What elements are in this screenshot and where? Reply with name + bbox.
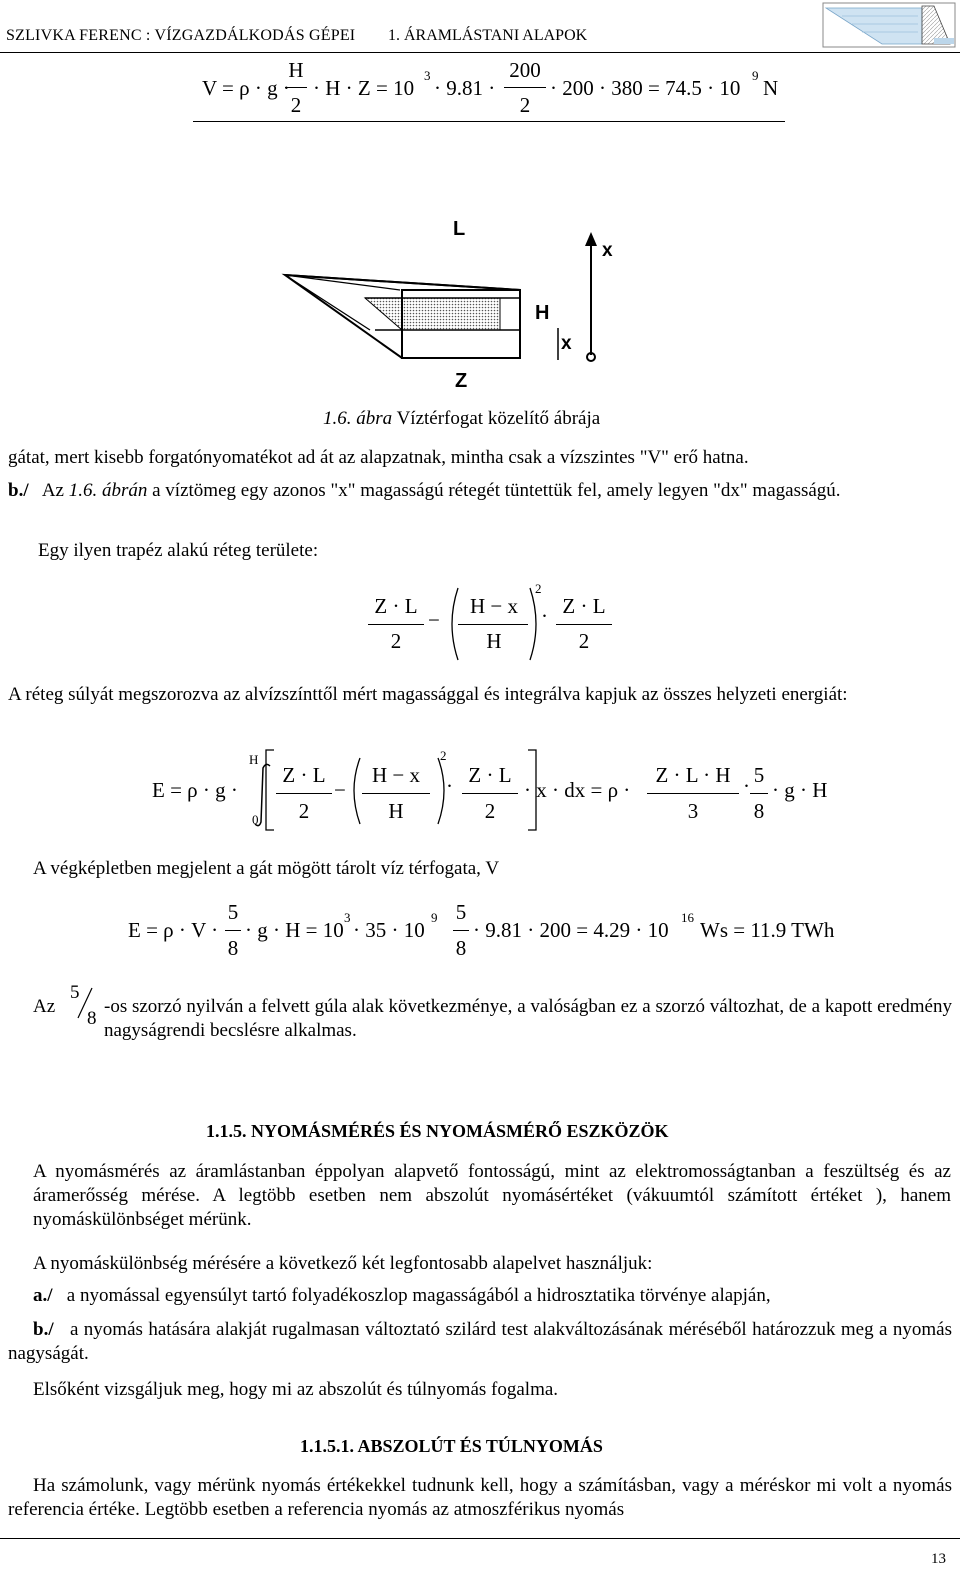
section1-paragraph-2: A nyomáskülönbség mérésére a következő két legfontosabb alapelvet használjuk: (33, 1253, 653, 1274)
eq-energy-f2-den: H (388, 799, 404, 823)
figure-reference: 1.6. ábrán (68, 480, 148, 501)
fraction-bar (556, 624, 612, 625)
fraction-bar (362, 793, 430, 794)
eq-final-f1-den: 8 (227, 936, 239, 960)
eq-area-f2-den: H (486, 629, 502, 653)
section1-paragraph-3: Elsőként vizsgáljuk meg, hogy mi az abszolút és túlnyomás fogalma. (33, 1379, 559, 1400)
eq-energy-f5-den: 8 (753, 799, 765, 823)
eq-volume-exp1: 3 (424, 68, 431, 83)
figure-label-Z: Z (455, 370, 468, 392)
eq-energy-f3-num: Z · L (468, 763, 512, 787)
eq-final-f2-num: 5 (455, 900, 467, 924)
header-author: SZLIVKA FERENC : VÍZGAZDÁLKODÁS GÉPEI (6, 27, 356, 44)
inline-fraction-den: 8 (87, 1008, 97, 1029)
fraction-bar (368, 624, 424, 625)
item-b-text: a nyomás hatására alakját rugalmasan változtató szilárd test alakváltozásának méréséből határozzuk meg a nyomás nagyságát. (8, 1319, 953, 1364)
eq-energy-minus: − (334, 778, 346, 802)
eq-final-f1-num: 5 (227, 900, 239, 924)
dam-logo-icon (822, 2, 956, 48)
eq-energy-f1-num: Z · L (282, 763, 326, 787)
eq-energy-rhs: · g · H (772, 778, 828, 802)
paragraph-2 (8, 479, 952, 503)
eq-energy-lhs: E = ρ · g · (152, 778, 238, 802)
page-number: 13 (931, 1551, 946, 1567)
eq-energy-f5-num: 5 (753, 763, 765, 787)
eq-volume-frac1-num: H (288, 58, 304, 82)
eq-energy-f4-num: Z · L · H (655, 763, 731, 787)
item-a-label: a./ (33, 1285, 53, 1306)
fraction-bar (458, 624, 528, 625)
caption-number: 1.6. ábra (323, 408, 393, 429)
eq-energy-f3-den: 2 (484, 799, 496, 823)
item-b-label: b./ (33, 1319, 54, 1340)
figure-label-H: H (535, 302, 550, 324)
eq-final-exp3: 16 (681, 910, 694, 925)
figure-caption (323, 408, 600, 430)
eq-energy-dot2: · (743, 774, 750, 798)
eq-volume-frac2-den: 2 (519, 93, 531, 117)
fraction-bar (504, 87, 546, 88)
eq-final-mid3: · 9.81 · 200 = 4.29 · 10 (473, 918, 669, 942)
eq-volume-mid: · H · Z = 10 (313, 76, 415, 100)
eq-area-sq: 2 (535, 581, 542, 596)
paragraph-2-a: Az (41, 480, 64, 501)
eq-energy-f4-den: 3 (687, 799, 699, 823)
eq-area-f1-num: Z · L (374, 594, 418, 618)
section1-item-a (33, 1284, 951, 1308)
section-heading: 1.1.5. NYOMÁSMÉRÉS ÉS NYOMÁSMÉRŐ ESZKÖZÖK (206, 1121, 669, 1141)
eq-energy-f2-num: H − x (371, 763, 420, 787)
eq-final-exp2: 9 (431, 910, 438, 925)
caption-text: Víztérfogat közelítő ábrája (396, 408, 601, 429)
header-chapter: 1. ÁRAMLÁSTANI ALAPOK (388, 27, 588, 44)
eq-area-minus: − (428, 608, 440, 632)
fraction-bar (647, 793, 739, 794)
eq-area-f2-num: H − x (469, 594, 518, 618)
fraction-bar (453, 930, 469, 931)
paragraph-6-text: -os szorzó nyilván a felvett gúla alak következménye, a valóságban ez a szorzó változhat, de a kapott eredmény nagyságrendi becslésre alkalmas. (104, 996, 952, 1041)
water-volume-figure (280, 210, 620, 405)
eq-volume-exp2: 9 (752, 68, 759, 83)
eq-final-f2-den: 8 (455, 936, 467, 960)
eq-volume-frac1-den: 2 (290, 93, 302, 117)
fraction-bar (225, 930, 241, 931)
eq-volume-lhs: V = ρ · g · (202, 76, 290, 100)
eq-energy-int-upper: H (249, 752, 259, 767)
section2-paragraph-1: Ha számolunk, vagy mérünk nyomás értékekkel tudnunk kell, hogy a számításban, vagy a méréskor mi volt a nyomás referencia értéke. Legtöbb esetben a referencia nyomás az atmoszférikus nyomás (8, 1475, 952, 1520)
paragraph-2-b: a víztömeg egy azonos "x" magasságú rétegét tüntettük fel, amely legyen "dx" magasságú. (152, 480, 841, 501)
figure-label-x-axis: x (602, 240, 613, 261)
fraction-bar (750, 793, 768, 794)
paragraph-1: gátat, mert kisebb forgatónyomatékot ad át az alapzatnak, mintha csak a vízszintes "V" erő hatna. (8, 447, 749, 468)
item-a-text: a nyomással egyensúlyt tartó folyadékoszlop magasságából a hidrosztatika törvénye alapján, (66, 1285, 771, 1306)
figure-label-x-small: x (561, 333, 572, 354)
eq-final-mid2: · 35 · 10 (353, 918, 425, 942)
eq-final-mid: · g · H = 10 (245, 918, 344, 942)
footer-rule (0, 1538, 960, 1539)
eq-energy-int-lower: 0 (252, 812, 259, 827)
eq-area-f1-den: 2 (390, 629, 402, 653)
eq-volume-frac2-num: 200 (509, 58, 541, 82)
eq-volume-mid2: · 9.81 · (434, 76, 496, 100)
fraction-bar (462, 793, 518, 794)
eq-energy-f1-den: 2 (298, 799, 310, 823)
paragraph-6-line1 (104, 995, 952, 1043)
section1-item-b (8, 1318, 952, 1366)
eq-area-dot: · (541, 604, 548, 628)
paragraph-3: Egy ilyen trapéz alakú réteg területe: (38, 540, 319, 561)
paragraph-2-label: b./ (8, 480, 29, 501)
fraction-bar (285, 87, 307, 88)
eq-final-lhs: E = ρ · V · (128, 918, 219, 942)
eq-energy-dot: · (446, 774, 453, 798)
eq-energy-sq: 2 (440, 748, 447, 763)
eq-area-f3-num: Z · L (562, 594, 606, 618)
subsection-heading: 1.1.5.1. ABSZOLÚT ÉS TÚLNYOMÁS (300, 1436, 603, 1456)
section1-paragraph-1: A nyomásmérés az áramlástanban éppolyan alapvető fontosságú, mint az elektromosságtanban a feszültség és az áramerősség mérése. A legtöbb esetben nem abszolút nyomásértéket (vákuumtól számított értéket ), hanem nyomáskülönbséget mérünk. (33, 1161, 951, 1230)
equation-underline (193, 121, 785, 122)
paragraph-5: A végképletben megjelent a gát mögött tárolt víz térfogata, V (33, 858, 500, 879)
eq-final-exp1: 3 (344, 910, 351, 925)
eq-area-f3-den: 2 (578, 629, 590, 653)
figure-label-L: L (453, 218, 466, 240)
eq-energy-mid: · x · dx = ρ · (524, 778, 631, 802)
fraction-bar (276, 793, 332, 794)
paragraph-6-prefix: Az (33, 996, 56, 1017)
eq-volume-unit: N (763, 76, 779, 100)
paragraph-4: A réteg súlyát megszorozva az alvízszínttől mért magassággal és integrálva kapjuk az összes helyzeti energiát: (8, 684, 848, 705)
eq-volume-rhs: · 200 · 380 = 74.5 · 10 (550, 76, 741, 100)
eq-final-rhs: Ws = 11.9 TWh (700, 918, 835, 942)
inline-fraction-num: 5 (70, 982, 80, 1003)
